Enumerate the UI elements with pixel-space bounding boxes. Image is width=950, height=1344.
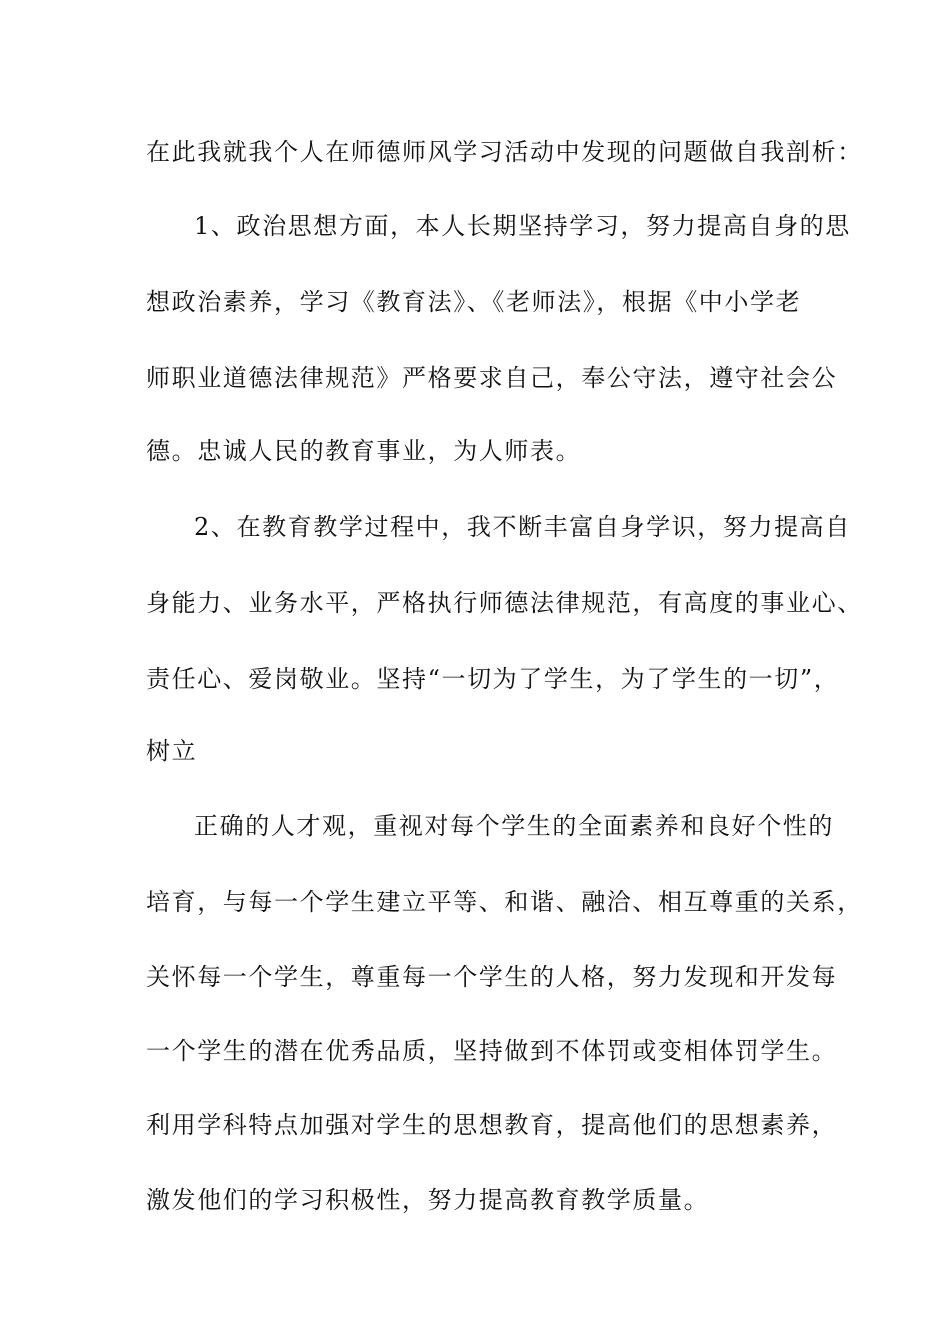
paragraph-3-line-5: 利用学科特点加强对学生的思想教育，提高他们的思想素养， xyxy=(146,1111,838,1139)
paragraph-2-line-2: 身能力、业务水平，严格执行师德法律规范，有高度的事业心、 xyxy=(146,589,863,617)
paragraph-1-line-4: 德。忠诚人民的教育事业，为人师表。 xyxy=(146,437,582,465)
paragraph-2-line-1: 2、在教育教学过程中，我不断丰富自身学识，努力提高自 xyxy=(194,513,851,541)
paragraph-3-line-1: 正确的人才观，重视对每个学生的全面素养和良好个性的 xyxy=(194,812,834,840)
paragraph-2-line-4: 树立 xyxy=(146,737,198,765)
paragraph-2-line-3: 责任心、爱岗敬业。坚持“一切为了学生，为了学生的一切”， xyxy=(146,665,840,693)
paragraph-1-line-3: 师职业道德法律规范》严格要求自己，奉公守法，遵守社会公 xyxy=(146,364,838,392)
paragraph-3-line-3: 关怀每一个学生，尊重每一个学生的人格，努力发现和开发每 xyxy=(146,963,838,991)
paragraph-3-line-6: 激发他们的学习积极性，努力提高教育教学质量。 xyxy=(146,1186,710,1214)
paragraph-3-line-2: 培育，与每一个学生建立平等、和谐、融洽、相互尊重的关系， xyxy=(146,888,863,916)
intro-line: 在此我就我个人在师德师风学习活动中发现的问题做自我剖析： xyxy=(146,138,863,166)
paragraph-1-line-2: 想政治素养，学习《教育法》、《老师法》，根据《中小学老 xyxy=(146,288,802,316)
paragraph-1-line-1: 1、政治思想方面，本人长期坚持学习，努力提高自身的思 xyxy=(194,212,851,240)
paragraph-3-line-4: 一个学生的潜在优秀品质，坚持做到不体罚或变相体罚学生。 xyxy=(146,1037,838,1065)
